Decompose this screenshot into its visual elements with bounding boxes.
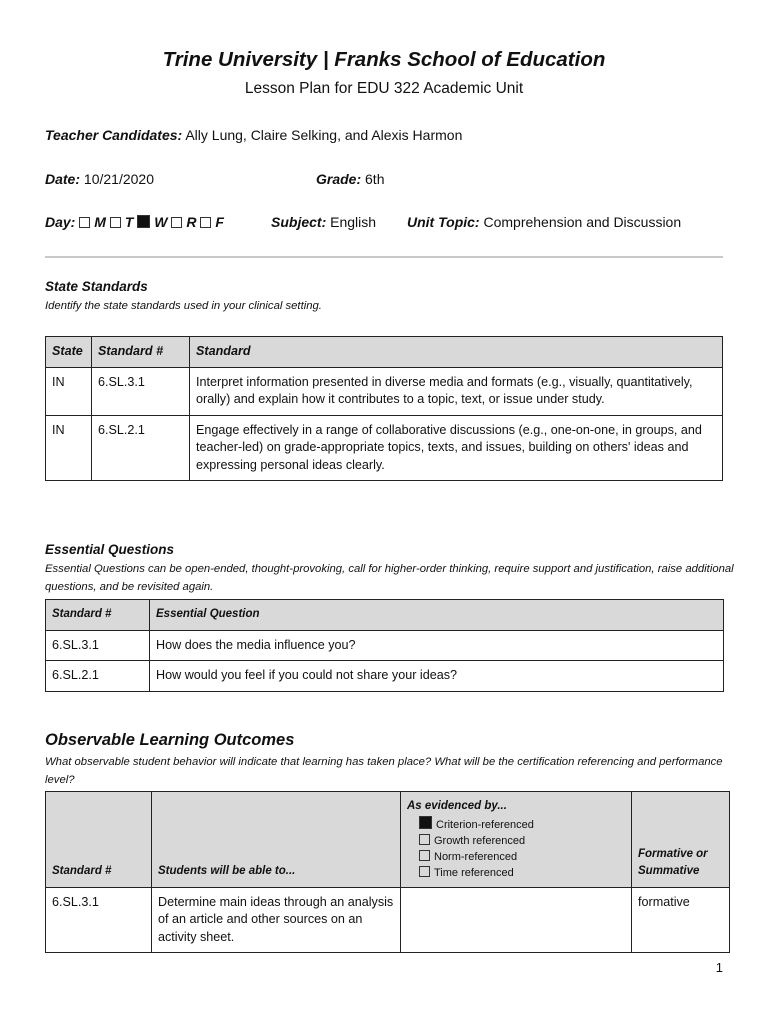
day-w-checkbox[interactable] bbox=[137, 215, 150, 228]
evidence-options bbox=[407, 816, 625, 881]
state-standards-note: Identify the state standards used in your clinical setting. bbox=[45, 300, 322, 312]
essential-question-cell: How does the media influence you? bbox=[150, 630, 724, 661]
day-f-checkbox[interactable] bbox=[200, 217, 211, 228]
evidence-option-label: Criterion-referenced bbox=[436, 818, 534, 831]
col-header-students-will: Students will be able to... bbox=[152, 792, 401, 888]
unit-value: Comprehension and Discussion bbox=[483, 214, 682, 230]
col-header-formative-summative: Formative or Summative bbox=[632, 792, 730, 888]
state-standards-table bbox=[45, 336, 723, 481]
formative-summative-cell: formative bbox=[632, 887, 730, 953]
subject-label: Subject: bbox=[271, 214, 327, 230]
day-r-label: R bbox=[186, 214, 197, 230]
teacher-value: Ally Lung, Claire Selking, and Alexis Harmon bbox=[185, 127, 463, 143]
col-header-standard-number: Standard # bbox=[92, 337, 190, 368]
criterion-checkbox[interactable] bbox=[419, 816, 432, 829]
page-number: 1 bbox=[715, 960, 723, 975]
table-row bbox=[46, 887, 730, 953]
state-standards-heading: State Standards bbox=[45, 279, 148, 294]
col-header-essential-question: Essential Question bbox=[150, 600, 724, 631]
table-row bbox=[46, 661, 724, 692]
table-row bbox=[46, 630, 724, 661]
section-divider bbox=[45, 256, 723, 258]
evidenced-by-label: As evidenced by... bbox=[407, 800, 507, 812]
unit-label: Unit Topic: bbox=[407, 214, 480, 230]
state-cell: IN bbox=[46, 367, 92, 415]
students-will-cell: Determine main ideas through an analysis of an article and other sources on an activity sheet. bbox=[152, 887, 401, 953]
col-header-state: State bbox=[46, 337, 92, 368]
outcomes-heading: Observable Learning Outcomes bbox=[45, 731, 295, 749]
day-m-checkbox[interactable] bbox=[79, 217, 90, 228]
evidence-option bbox=[419, 865, 625, 881]
standard-cell: Interpret information presented in diverse media and formats (e.g., visually, quantitatively, orally) and explain how it contributes to a topic, text, or issue under study. bbox=[190, 367, 723, 415]
day-w-label: W bbox=[154, 214, 168, 230]
col-header-standard-number: Standard # bbox=[46, 792, 152, 888]
standard-cell: Engage effectively in a range of collaborative discussions (e.g., one-on-one, in groups, and teacher-led) on grade-appropriate topics, texts, and issues, building on others' ideas and expressing personal ideas clearly. bbox=[190, 415, 723, 481]
table-header-row bbox=[46, 600, 724, 631]
evidence-option-label: Growth referenced bbox=[434, 834, 526, 847]
outcomes-note: What observable student behavior will indicate that learning has taken place? What will be the certification referencing and performance level? bbox=[45, 756, 723, 786]
day-t-label: T bbox=[124, 214, 134, 230]
essential-questions-heading: Essential Questions bbox=[45, 542, 175, 557]
outcomes-table bbox=[45, 791, 730, 953]
essential-question-cell: How would you feel if you could not share your ideas? bbox=[150, 661, 724, 692]
subject-line bbox=[271, 214, 376, 230]
day-m-label: M bbox=[94, 214, 106, 230]
document-subtitle: Lesson Plan for EDU 322 Academic Unit bbox=[244, 80, 524, 97]
day-t-checkbox[interactable] bbox=[110, 217, 121, 228]
unit-topic-line bbox=[407, 214, 681, 230]
essential-questions-note: Essential Questions can be open-ended, thought-provoking, call for higher-order thinking, require support and justification, raise additional questions, and be revisited again. bbox=[45, 563, 734, 593]
date-label: Date: bbox=[45, 171, 81, 187]
evidence-option-label: Time referenced bbox=[434, 866, 514, 879]
time-checkbox[interactable] bbox=[419, 866, 430, 877]
subject-value: English bbox=[330, 214, 377, 230]
grade-value: 6th bbox=[365, 171, 385, 187]
date-line bbox=[45, 171, 154, 187]
grade-label: Grade: bbox=[316, 171, 362, 187]
standard-number-cell: 6.SL.2.1 bbox=[92, 415, 190, 481]
essential-questions-table bbox=[45, 599, 724, 692]
table-row bbox=[46, 367, 723, 415]
evidence-option bbox=[419, 849, 625, 865]
evidence-option bbox=[419, 833, 625, 849]
day-line bbox=[45, 214, 224, 230]
evidence-option-label: Norm-referenced bbox=[434, 850, 518, 863]
teacher-candidates-line bbox=[45, 127, 462, 143]
evidenced-by-cell bbox=[401, 887, 632, 953]
standard-number-cell: 6.SL.3.1 bbox=[46, 630, 150, 661]
norm-checkbox[interactable] bbox=[419, 850, 430, 861]
col-header-standard: Standard bbox=[190, 337, 723, 368]
standard-number-cell: 6.SL.2.1 bbox=[46, 661, 150, 692]
day-f-label: F bbox=[215, 214, 224, 230]
day-label: Day: bbox=[45, 214, 76, 230]
growth-checkbox[interactable] bbox=[419, 834, 430, 845]
state-cell: IN bbox=[46, 415, 92, 481]
table-header-row bbox=[46, 792, 730, 888]
standard-number-cell: 6.SL.3.1 bbox=[46, 887, 152, 953]
col-header-evidenced-by bbox=[401, 792, 632, 888]
grade-line bbox=[316, 171, 384, 187]
evidence-option bbox=[419, 816, 625, 833]
col-header-standard-number: Standard # bbox=[46, 600, 150, 631]
date-value: 10/21/2020 bbox=[83, 171, 154, 187]
document-title: Trine University | Franks School of Education bbox=[162, 48, 606, 71]
standard-number-cell: 6.SL.3.1 bbox=[92, 367, 190, 415]
table-row bbox=[46, 415, 723, 481]
teacher-label: Teacher Candidates: bbox=[45, 127, 183, 143]
day-r-checkbox[interactable] bbox=[171, 217, 182, 228]
table-header-row bbox=[46, 337, 723, 368]
